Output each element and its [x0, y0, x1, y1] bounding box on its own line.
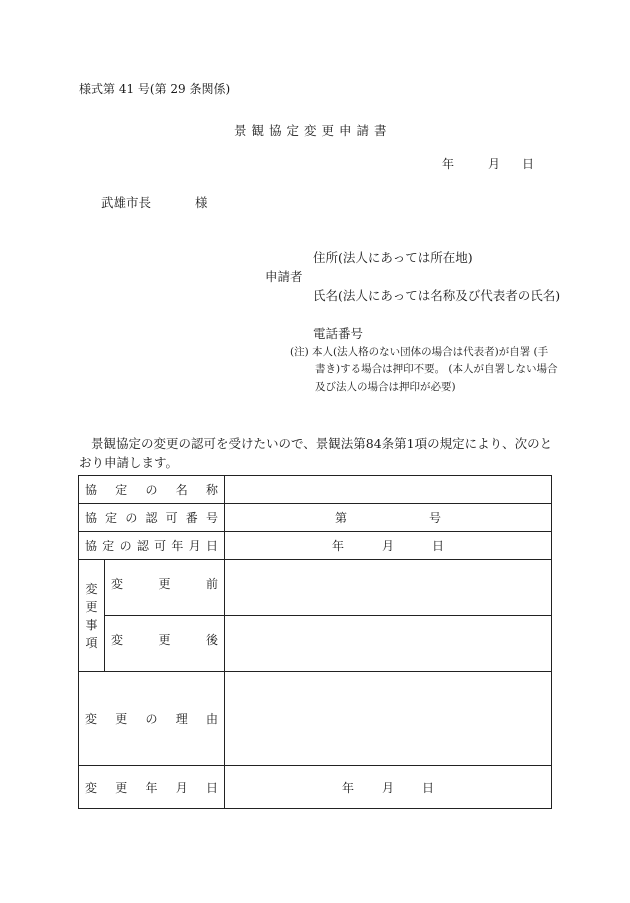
applicant-label: 申請者 [265, 269, 303, 284]
addressee-honorific: 様 [195, 195, 208, 210]
label-char: 変 [111, 577, 124, 591]
label-char: 後 [205, 633, 218, 647]
change-date-value[interactable] [225, 766, 552, 809]
label-char: 年 [145, 780, 158, 795]
label-char: 認 [145, 511, 158, 525]
application-form-table [78, 475, 552, 809]
approval-number-row [79, 504, 552, 532]
change-date-month: 月 [381, 780, 394, 795]
approval-date-day: 日 [432, 539, 445, 553]
label-char: 月 [175, 780, 188, 795]
label-char: 由 [205, 712, 218, 726]
label-char: 更 [158, 633, 171, 647]
change-reason-value[interactable] [225, 672, 552, 766]
label-char: 変 [85, 712, 98, 726]
category-char: 項 [85, 635, 98, 650]
date-year-label: 年 [442, 157, 455, 171]
approval-number-suffix: 号 [429, 511, 442, 525]
addressee [101, 193, 208, 211]
change-items-category [79, 560, 105, 672]
change-date-year: 年 [341, 780, 354, 795]
category-char: 更 [85, 599, 98, 614]
label-char: 号 [205, 511, 218, 525]
label-char: 協 [85, 483, 98, 497]
label-char: 年 [171, 539, 184, 553]
change-after-label [105, 616, 225, 672]
change-after-row [79, 616, 552, 672]
change-date-day: 日 [422, 780, 435, 795]
applicant-name-label: 氏名(法人にあっては名称及び代表者の氏名) [313, 288, 561, 303]
agreement-name-value[interactable] [225, 476, 552, 504]
label-char: の [125, 511, 138, 525]
approval-number-value[interactable] [225, 504, 552, 532]
seal-note-line-1: (注) 本人(法人格のない団体の場合は代表者)が自署 (手 [290, 346, 549, 358]
label-char: 可 [154, 539, 167, 553]
change-reason-label [79, 672, 225, 766]
label-char: 変 [85, 780, 98, 795]
label-char: 前 [205, 577, 218, 591]
seal-note-line-2: 書き)する場合は押印不要。 (本人が自署しない場合 [315, 363, 558, 375]
label-char: 協 [85, 511, 98, 525]
label-char: 変 [111, 633, 124, 647]
label-char: 日 [205, 539, 218, 553]
label-char: 更 [158, 577, 171, 591]
approval-date-value[interactable] [225, 532, 552, 560]
approval-date-row [79, 532, 552, 560]
date-month-label: 月 [488, 157, 501, 171]
application-statement: 景観協定の変更の認可を受けたいので、景観法第84条第1項の規定により、次のとおり申請します。 [79, 436, 553, 470]
change-date-label [79, 766, 225, 809]
label-char: の [145, 483, 158, 497]
approval-date-year: 年 [331, 539, 344, 553]
change-reason-row [79, 672, 552, 766]
agreement-name-row [79, 476, 552, 504]
label-char: の [119, 539, 132, 553]
label-char: の [145, 712, 158, 726]
approval-number-prefix: 第 [334, 511, 347, 525]
label-char: 称 [205, 483, 218, 497]
label-char: 定 [105, 511, 118, 525]
label-char: 定 [102, 539, 115, 553]
approval-number-label [79, 504, 225, 532]
approval-date-month: 月 [381, 539, 394, 553]
label-char: 月 [188, 539, 201, 553]
change-after-value[interactable] [225, 616, 552, 672]
label-char: 番 [185, 511, 198, 525]
change-before-label [105, 560, 225, 616]
label-char: 更 [115, 712, 128, 726]
label-char: 可 [165, 511, 178, 525]
label-char: 認 [136, 539, 149, 553]
change-items-category-text [79, 580, 104, 652]
form-number: 様式第 41 号(第 29 条関係) [79, 82, 231, 96]
seal-note-line-3: 及び法人の場合は押印が必要) [315, 381, 456, 393]
label-char: 理 [175, 712, 188, 726]
document-title: 景観協定変更申請書 [234, 123, 392, 138]
change-date-row [79, 766, 552, 809]
application-date [442, 155, 534, 172]
agreement-name-label [79, 476, 225, 504]
applicant-address-label: 住所(法人にあっては所在地) [313, 250, 473, 265]
applicant-phone-label: 電話番号 [313, 326, 364, 341]
label-char: 更 [115, 780, 128, 795]
change-before-value[interactable] [225, 560, 552, 616]
label-char: 名 [175, 483, 188, 497]
label-char: 協 [85, 539, 98, 553]
category-char: 変 [85, 581, 98, 596]
change-before-row [79, 560, 552, 616]
addressee-name: 武雄市長 [101, 195, 152, 210]
label-char: 日 [205, 780, 218, 795]
label-char: 定 [115, 483, 128, 497]
date-day-label: 日 [522, 157, 535, 171]
approval-date-label [79, 532, 225, 560]
category-char: 事 [85, 617, 98, 632]
